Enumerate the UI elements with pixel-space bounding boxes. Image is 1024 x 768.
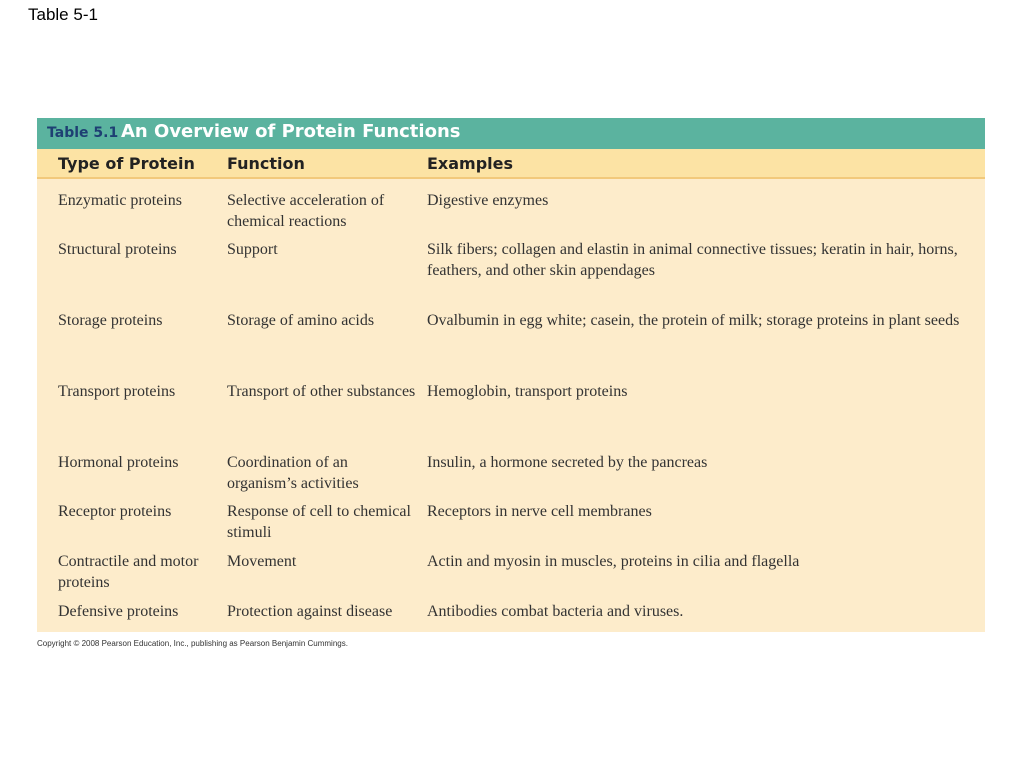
- type-cell: Transport proteins: [58, 383, 176, 400]
- type-cell: Defensive proteins: [58, 603, 179, 620]
- function-cell: Support: [227, 241, 278, 258]
- examples-cell: Digestive enzymes: [427, 192, 549, 209]
- header-divider: [37, 177, 985, 179]
- examples-cell: Actin and myosin in muscles, proteins in cilia and flagella: [427, 553, 800, 570]
- table-number: Table 5.1: [47, 125, 119, 141]
- column-header-examples: Examples: [427, 154, 514, 173]
- type-cell: Storage proteins: [58, 312, 163, 329]
- examples-cell: Antibodies combat bacteria and viruses.: [427, 603, 684, 620]
- type-cell: Contractile and motor proteins: [58, 553, 199, 591]
- examples-cell: Ovalbumin in egg white; casein, the protein of milk; storage proteins in plant seeds: [427, 312, 960, 329]
- examples-cell: Silk fibers; collagen and elastin in animal connective tissues; keratin in hair, horns, feathers, and other skin appendages: [427, 241, 958, 279]
- examples-cell: Receptors in nerve cell membranes: [427, 503, 652, 520]
- type-cell: Structural proteins: [58, 241, 177, 258]
- table-title: An Overview of Protein Functions: [121, 121, 461, 142]
- column-header-function: Function: [227, 154, 305, 173]
- examples-cell: Hemoglobin, transport proteins: [427, 383, 628, 400]
- column-header-type: Type of Protein: [58, 154, 195, 173]
- function-cell: Protection against disease: [227, 603, 393, 620]
- table-caption: [37, 118, 985, 149]
- function-cell: Selective acceleration of chemical reactions: [227, 192, 385, 230]
- function-cell: Response of cell to chemical stimuli: [227, 503, 411, 541]
- protein-functions-table: [37, 118, 985, 632]
- type-cell: Enzymatic proteins: [58, 192, 182, 209]
- slide-title: Table 5-1: [28, 5, 98, 24]
- function-cell: Movement: [227, 553, 297, 570]
- copyright-notice: Copyright © 2008 Pearson Education, Inc., publishing as Pearson Benjamin Cummings.: [37, 639, 348, 648]
- examples-cell: Insulin, a hormone secreted by the pancreas: [427, 454, 708, 471]
- function-cell: Transport of other substances: [227, 383, 416, 400]
- function-cell: Storage of amino acids: [227, 312, 375, 329]
- type-cell: Receptor proteins: [58, 503, 172, 520]
- type-cell: Hormonal proteins: [58, 454, 179, 471]
- function-cell: Coordination of an organism’s activities: [227, 454, 359, 492]
